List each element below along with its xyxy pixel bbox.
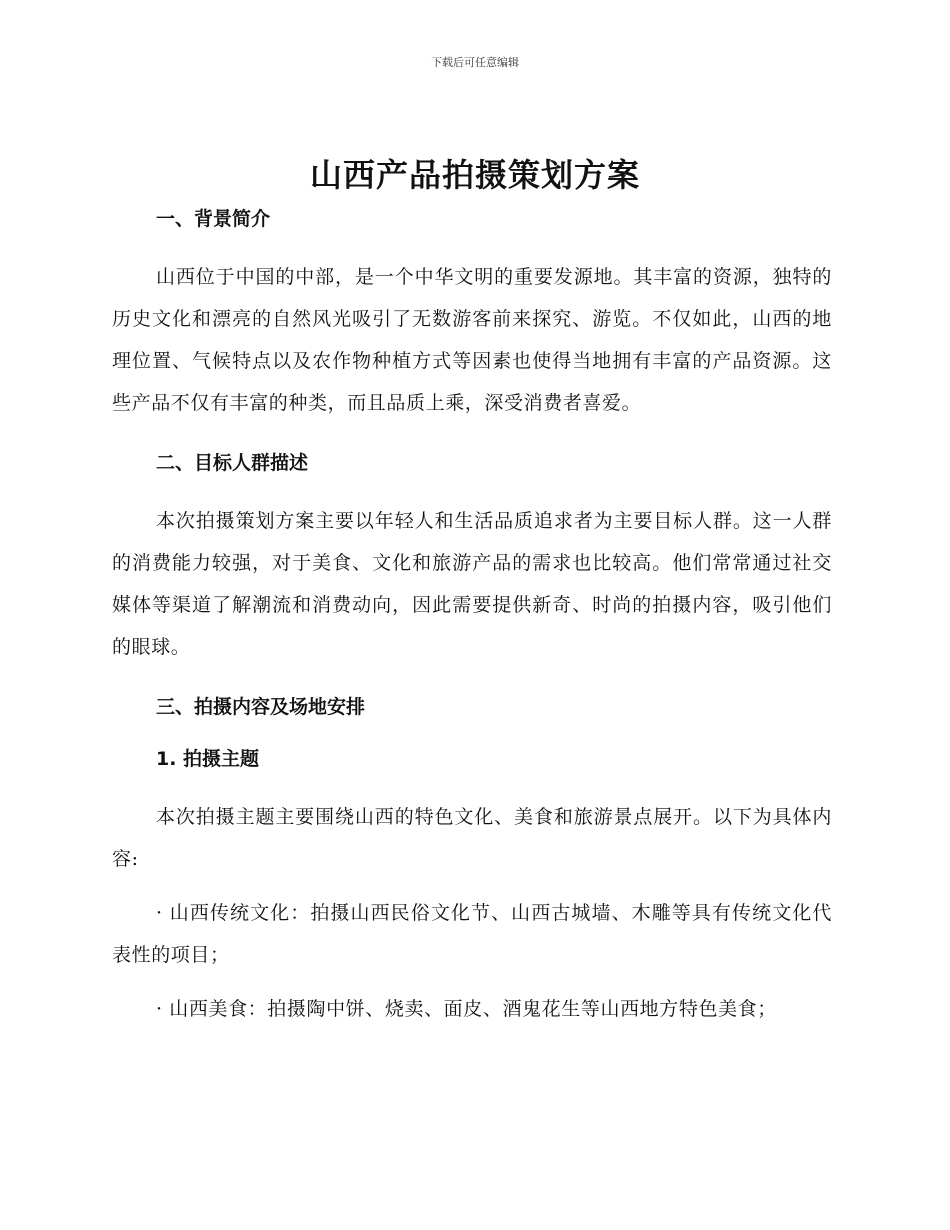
bullet-item-local-food: · 山西美食：拍摄陶中饼、烧卖、面皮、酒鬼花生等山西地方特色美食；: [156, 998, 777, 1020]
header-note: 下载后可任意编辑: [431, 56, 519, 69]
section-heading-shooting-content: 三、拍摄内容及场地安排: [156, 696, 366, 718]
subsection-heading-shooting-theme: 1. 拍摄主题: [156, 748, 260, 770]
bullet-item-traditional-culture: · 山西传统文化：拍摄山西民俗文化节、山西古城墙、木雕等具有传统文化代表性的项目；: [112, 902, 832, 966]
document-title: 山西产品拍摄策划方案: [309, 156, 640, 194]
section-paragraph-target-audience: 本次拍摄策划方案主要以年轻人和生活品质追求者为主要目标人群。这一人群的消费能力较强，对于美食、文化和旅游产品的需求也比较高。他们常常通过社交媒体等渠道了解潮流和消费动向，因此需要提供新奇、时尚的拍摄内容，吸引他们的眼球。: [112, 510, 832, 658]
section-heading-target-audience: 二、目标人群描述: [156, 452, 309, 474]
document-body: [112, 204, 832, 1030]
subsection-paragraph-shooting-theme: 本次拍摄主题主要围绕山西的特色文化、美食和旅游景点展开。以下为具体内容:: [112, 806, 832, 870]
section-paragraph-background: 山西位于中国的中部，是一个中华文明的重要发源地。其丰富的资源，独特的历史文化和漂亮的自然风光吸引了无数游客前来探究、游览。不仅如此，山西的地理位置、气候特点以及农作物种植方式等因素也使得当地拥有丰富的产品资源。这些产品不仅有丰富的种类，而且品质上乘，深受消费者喜爱。: [112, 266, 832, 414]
section-heading-background: 一、背景简介: [156, 208, 271, 230]
